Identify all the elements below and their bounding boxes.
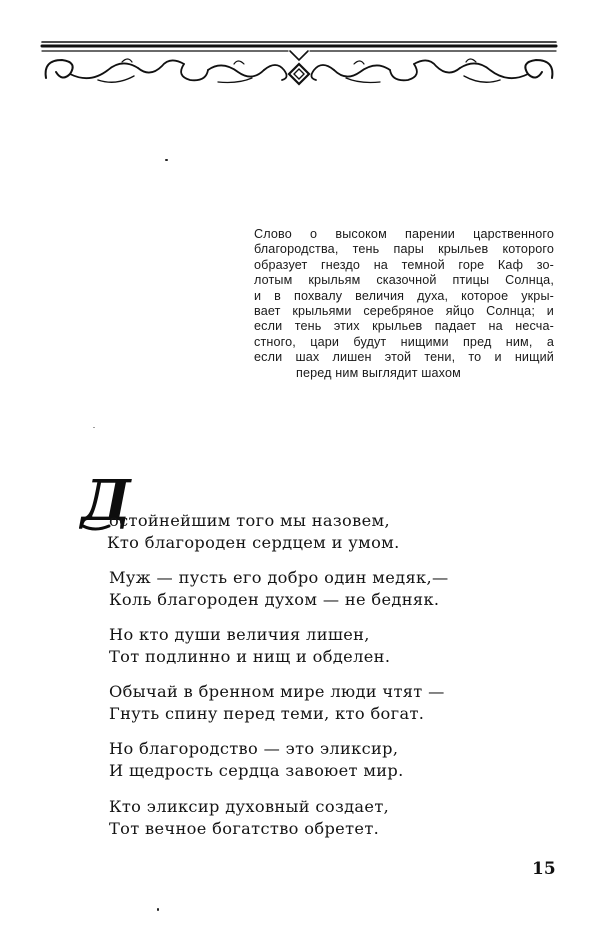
verse-line: Тот подлинно и нищ и обделен.: [109, 646, 391, 666]
epigraph-line: вает крыльями серебряное яйцо Солнца; и: [254, 304, 554, 319]
svg-text:Д: Д: [81, 470, 131, 532]
verse-line: Кто благороден сердцем и умом.: [107, 532, 400, 552]
stanza: [109, 624, 390, 667]
verse-line: Но благородство — это эликсир,: [109, 739, 399, 758]
print-speck: [157, 908, 159, 911]
epigraph-line: образует гнездо на темной горе Каф зо-: [254, 257, 554, 272]
header-ornament: [38, 38, 560, 86]
epigraph-line: стного, цари будут нищими пред ним, а: [254, 334, 554, 349]
verse-line: Коль благороден духом — не бедняк.: [109, 589, 440, 609]
stanza: [109, 681, 445, 724]
verse-line: Кто эликсир духовный создает,: [109, 797, 390, 816]
verse-line: Обычай в бренном мире люди чтят —: [109, 682, 445, 701]
epigraph-line: если шах лишен этой тени, то и нищий: [254, 350, 554, 365]
print-speck: [93, 427, 95, 428]
epigraph-line: и в похвалу величия духа, которое укры-: [254, 288, 554, 303]
epigraph-line: если тень этих крыльев падает на несча-: [254, 319, 554, 334]
verse-line: Гнуть спину перед теми, кто богат.: [109, 703, 425, 723]
verse-line: Тот вечное богатство обретет.: [109, 818, 380, 838]
stanza: [109, 510, 400, 553]
page-number: 15: [532, 859, 556, 879]
verse-line: И щедрость сердца завоюет мир.: [109, 760, 404, 780]
epigraph: [254, 227, 554, 381]
verse-line: остойнейшим того мы назовем,: [109, 511, 390, 530]
verse-line: Муж — пусть его добро один медяк,—: [109, 568, 449, 587]
verse-line: Но кто души величия лишен,: [109, 625, 370, 644]
print-speck: [165, 159, 168, 161]
stanza: [109, 796, 389, 839]
epigraph-line: лотым крыльям сказочной птицы Солнца,: [254, 273, 554, 288]
epigraph-line: Слово о высоком парении царственного: [254, 227, 554, 241]
stanza: [109, 738, 404, 781]
epigraph-line: благородства, тень пары крыльев которого: [254, 242, 554, 257]
epigraph-line: перед ним выглядит шахом: [296, 365, 461, 380]
stanza: [109, 567, 449, 610]
